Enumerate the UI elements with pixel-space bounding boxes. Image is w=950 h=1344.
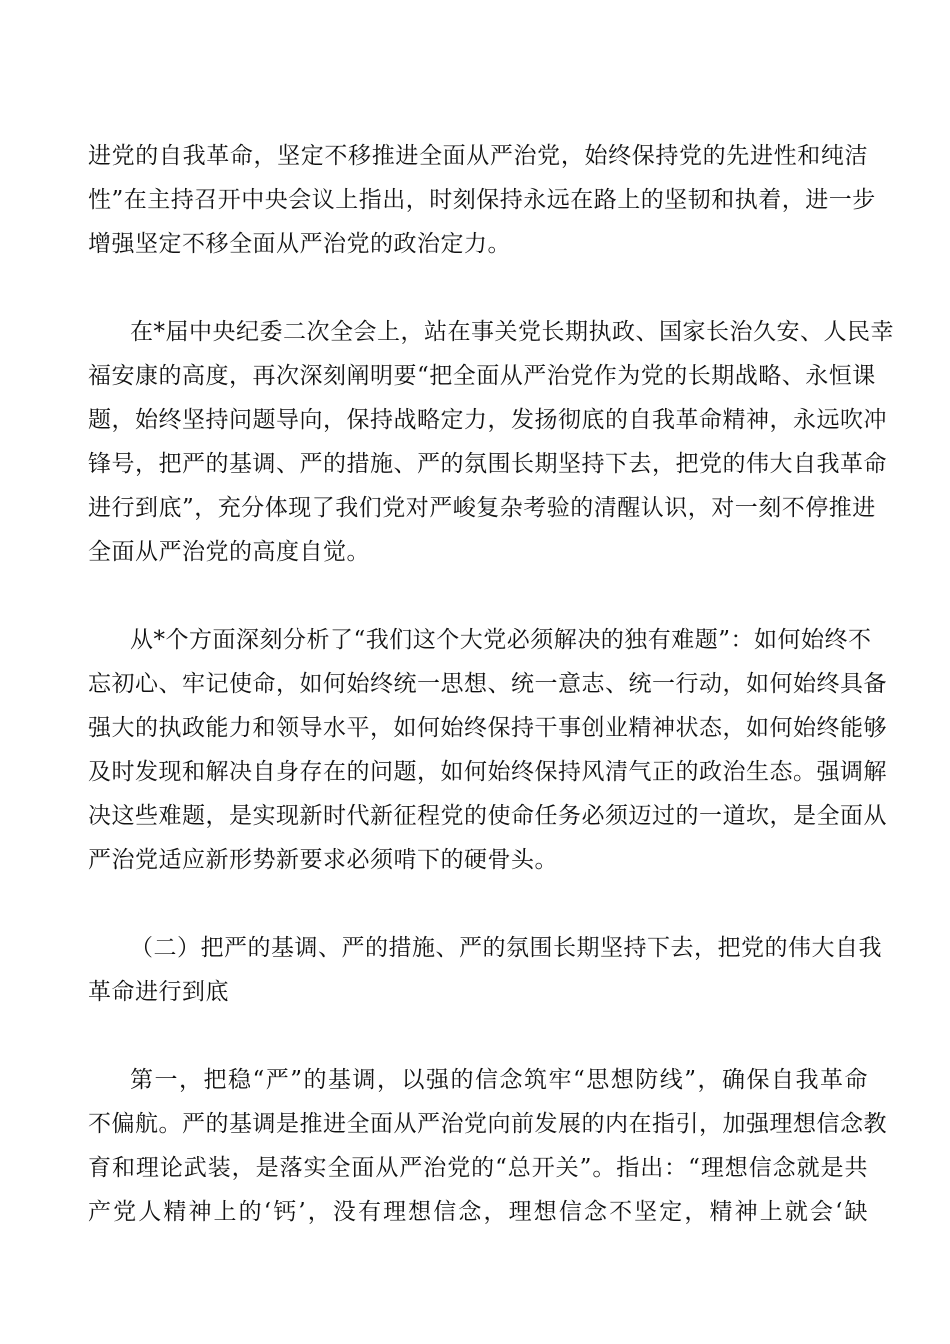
body-text-line: 第一，把稳“严”的基调，以强的信念筑牢“思想防线”，确保自我革命 xyxy=(130,1067,868,1093)
body-text-line: 强大的执政能力和领导水平，如何始终保持干事创业精神状态，如何始终能够 xyxy=(88,715,887,741)
section-heading-line: 革命进行到底 xyxy=(88,979,229,1005)
section-heading-line: （二）把严的基调、严的措施、严的氛围长期坚持下去，把党的伟大自我 xyxy=(130,935,882,961)
body-text-line: 题，始终坚持问题导向，保持战略定力，发扬彻底的自我革命精神，永远吹冲 xyxy=(88,407,887,433)
body-text-line: 福安康的高度，再次深刻阐明要“把全面从严治党作为党的长期战略、永恒课 xyxy=(88,363,876,389)
body-text-line: 忘初心、牢记使命，如何始终统一思想、统一意志、统一行动，如何始终具备 xyxy=(88,671,887,697)
body-text-line: 及时发现和解决自身存在的问题，如何始终保持风清气正的政治生态。强调解 xyxy=(88,759,887,785)
body-text-line: 全面从严治党的高度自觉。 xyxy=(88,539,370,565)
body-text-line: 育和理论武装，是落实全面从严治党的“总开关”。指出：“理想信念就是共 xyxy=(88,1155,868,1181)
body-text-line: 锋号，把严的基调、严的措施、严的氛围长期坚持下去，把党的伟大自我革命 xyxy=(88,451,887,477)
body-text-line: 进党的自我革命，坚定不移推进全面从严治党，始终保持党的先进性和纯洁 xyxy=(88,143,868,169)
body-text-line: 严治党适应新形势新要求必须啃下的硬骨头。 xyxy=(88,847,558,873)
body-text-line: 进行到底”，充分体现了我们党对严峻复杂考验的清醒认识，对一刻不停推进 xyxy=(88,495,876,521)
body-text-line: 在*届中央纪委二次全会上，站在事关党长期执政、国家长治久安、人民幸 xyxy=(130,319,894,345)
body-text-line: 不偏航。严的基调是推进全面从严治党向前发展的内在指引，加强理想信念教 xyxy=(88,1111,887,1137)
body-text-line: 从*个方面深刻分析了“我们这个大党必须解决的独有难题”：如何始终不 xyxy=(130,627,872,653)
body-text-line: 决这些难题，是实现新时代新征程党的使命任务必须迈过的一道坎，是全面从 xyxy=(88,803,887,829)
body-text-line: 增强坚定不移全面从严治党的政治定力。 xyxy=(88,231,511,257)
body-text-line: 性”在主持召开中央会议上指出，时刻保持永远在路上的坚韧和执着，进一步 xyxy=(88,187,876,213)
body-text-line: 产党人精神上的‘钙’，没有理想信念，理想信念不坚定，精神上就会‘缺 xyxy=(88,1199,868,1225)
